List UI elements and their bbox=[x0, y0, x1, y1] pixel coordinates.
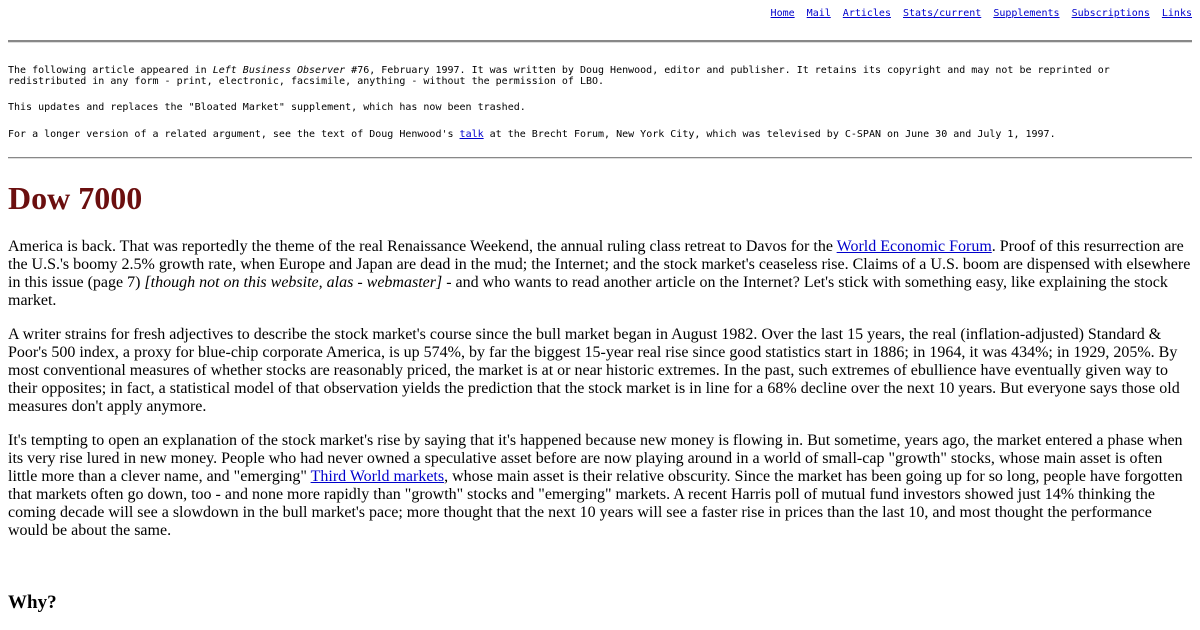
article-body bbox=[8, 238, 1192, 556]
copyright-notice: The following article appeared in Left Business Observer #76, February 1997. It was written by Doug Henwood, editor and publisher. It retains its copyright and may not be reprinted or redistributed in any form - print, electronic, facsimile, anything - without the permission of LBO. bbox=[8, 65, 1110, 87]
publication-name: Left Business Observer bbox=[212, 65, 346, 76]
talk-link[interactable]: talk bbox=[459, 129, 484, 140]
meta-divider bbox=[8, 157, 1192, 159]
header-divider bbox=[8, 40, 1192, 43]
related-talk-notice: For a longer version of a related argument, see the text of Doug Henwood's talk at the Brecht Forum, New York City, which was televised by C-SPAN on June 30 and July 1, 1997. bbox=[8, 129, 1056, 140]
nav-mail-link[interactable]: Mail bbox=[806, 8, 831, 19]
nav-supplements-link[interactable]: Supplements bbox=[993, 8, 1060, 19]
article-title: Dow 7000 bbox=[8, 180, 143, 216]
nav-subscriptions-link[interactable]: Subscriptions bbox=[1071, 8, 1150, 19]
paragraph-3: It's tempting to open an explanation of the stock market's rise by saying that it's happened because new money is flowing in. But sometime, years ago, the market entered a phase when its very rise lured in new money. People who had never owned a speculative asset before are now playing around in a world of small-cap "growth" stocks, whose main asset is often little more than a clever name, and "emerging" Third World markets, whose main asset is their relative obscurity. Since the market has been going up for so long, people have forgotten that markets often go down, too - and none more rapidly than "growth" stocks and "emerging" markets. A recent Harris poll of mutual fund investors showed just 14% thinking the coming decade will see a slowdown in the bull market's pace; more thought that the next 10 years will see a faster rise in prices than the last 10, and most thought the performance would be about the same. bbox=[8, 432, 1183, 539]
paragraph-2: A writer strains for fresh adjectives to describe the stock market's course since the bull market began in August 1982. Over the last 15 years, the real (inflation-adjusted) Standard & Poor's 500 index, a proxy for blue-chip corporate America, is up 574%, by far the biggest 15-year real rise since good statistics start in 1886; in 1964, it was 434%; in 1929, 205%. By most conventional measures of whether stocks are reasonably priced, the market is at or near historic extremes. In the past, such extremes of ebullience have eventually given way to their opposites; in fact, a statistical model of that observation yields the prediction that the stock market is in line for a 68% decline over the next 10 years. But everyone says those old measures don't apply anymore. bbox=[8, 326, 1180, 415]
page bbox=[8, 0, 1192, 613]
third-world-markets-link[interactable]: Third World markets bbox=[310, 468, 445, 485]
nav-stats-link[interactable]: Stats/current bbox=[903, 8, 982, 19]
update-notice: This updates and replaces the "Bloated Market" supplement, which has now been trashed. bbox=[8, 102, 526, 113]
section-heading-why: Why? bbox=[8, 592, 57, 613]
nav-articles-link[interactable]: Articles bbox=[842, 8, 891, 19]
nav-links-link[interactable]: Links bbox=[1161, 8, 1192, 19]
world-economic-forum-link[interactable]: World Economic Forum bbox=[836, 238, 992, 255]
nav-home-link[interactable]: Home bbox=[770, 8, 795, 19]
top-navigation bbox=[8, 0, 1192, 20]
webmaster-note: [though not on this website, alas - webmaster] bbox=[144, 274, 443, 291]
paragraph-1: America is back. That was reportedly the theme of the real Renaissance Weekend, the annual ruling class retreat to Davos for the World Economic Forum. Proof of this resurrection are the U.S.'s boomy 2.5% growth rate, when Europe and Japan are dead in the mud; the Internet; and the stock market's ceaseless rise. Claims of a U.S. boom are dispensed with elsewhere in this issue (page 7) [though not on this website, alas - webmaster] - and who wants to read another article on the Internet? Let's stick with something easy, like explaining the stock market. bbox=[8, 238, 1191, 309]
